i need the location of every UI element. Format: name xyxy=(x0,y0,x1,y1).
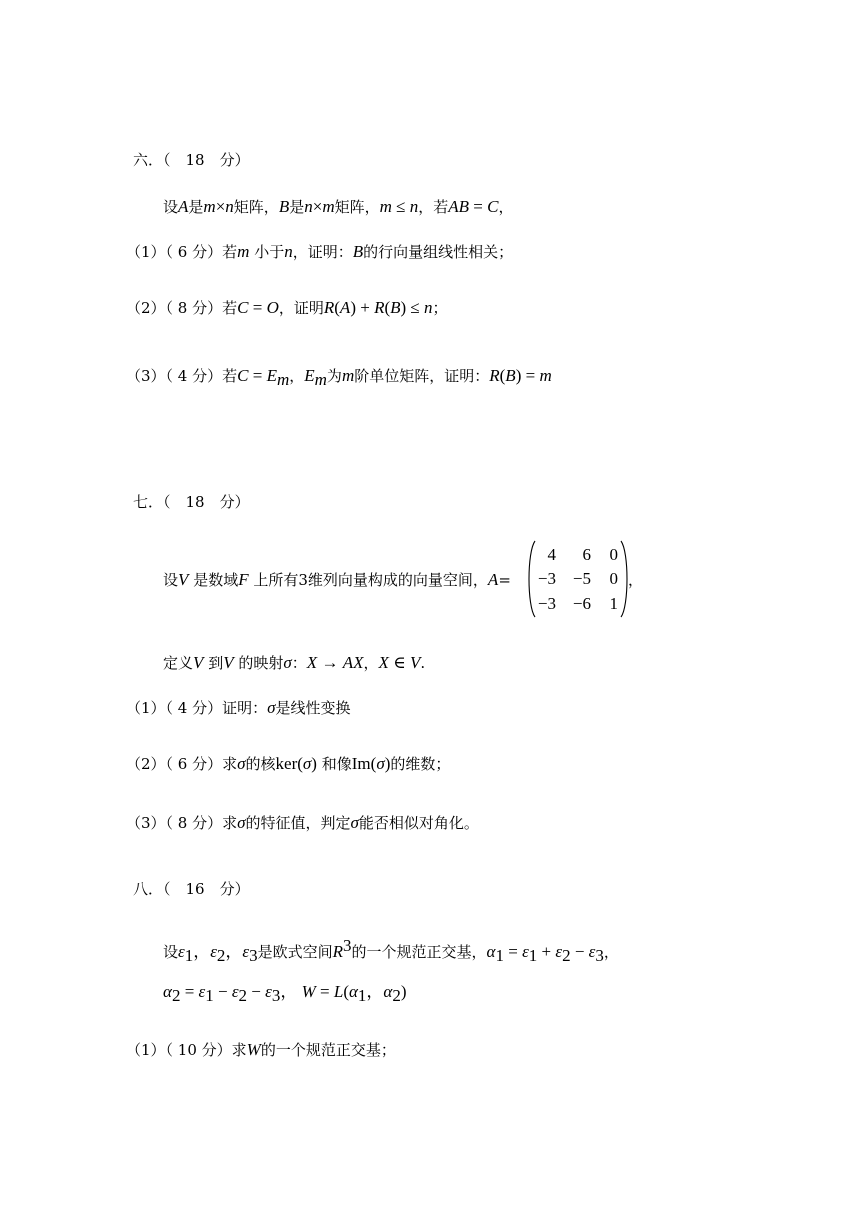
q7-part-1: （1）（ 4 分）证明：σ是线性变换 xyxy=(126,698,351,717)
matrix-a xyxy=(526,540,630,618)
q7-header: 七．（ 18 分） xyxy=(133,493,250,511)
matrix-cell: 4 xyxy=(547,545,556,564)
q8-stem: 设$\varepsilon_1$，$\varepsilon_2$，$\varepsilon_3$是欧式空间$R^3$的一个规范正交基，$\alpha_1 = \varepsilon_1 + \varepsilon_2 - \varepsilon_3$， xyxy=(163,936,619,965)
matrix-cell: −5 xyxy=(572,569,591,588)
matrix-cell: −3 xyxy=(537,569,556,588)
q6-header: 六．（ 18 分） xyxy=(133,151,250,169)
q8-stem-2: $\alpha_2 = \varepsilon_1 - \varepsilon_2 - \varepsilon_3$， $W = L(\alpha_1$，$\alpha_2$) xyxy=(163,982,407,1005)
q7-part-2: （2）（ 6 分）求σ的核ker(σ) 和像Im(σ)的维数； xyxy=(126,754,451,773)
q6-part-1: （1）（ 6 分）若m 小于n，证明：B的行向量组线性相关； xyxy=(126,242,514,261)
q7-stem-end: ， xyxy=(628,571,644,589)
q6-part-3: （3）（ 4 分）若$C = E_m$，$E_m$为m阶单位矩阵，证明：R(B) = m xyxy=(126,366,552,389)
q7-stem: 设V 是数域F 上所有3维列向量构成的向量空间，A= xyxy=(163,570,511,589)
q8-header: 八．（ 16 分） xyxy=(133,880,250,898)
q8-part-1: （1）（ 10 分）求W的一个规范正交基； xyxy=(126,1040,396,1059)
q6-stem: 设A是m×n矩阵，B是n×m矩阵，m ≤ n，若AB = C， xyxy=(163,197,514,216)
matrix-cell: 1 xyxy=(609,594,618,613)
q7-definition: 定义V 到V 的映射σ：X → AX，X ∈ V. xyxy=(163,653,426,672)
q7-part-3: （3）（ 8 分）求σ的特征值，判定σ能否相似对角化。 xyxy=(126,813,479,832)
q6-part-2: （2）（ 8 分）若C = O，证明R(A) + R(B) ≤ n； xyxy=(126,298,448,317)
matrix-cell: −3 xyxy=(537,594,556,613)
matrix-cell: 0 xyxy=(609,545,618,564)
matrix-cell: 0 xyxy=(609,569,618,588)
matrix-cell: 6 xyxy=(582,545,591,564)
matrix-cell: −6 xyxy=(572,594,591,613)
